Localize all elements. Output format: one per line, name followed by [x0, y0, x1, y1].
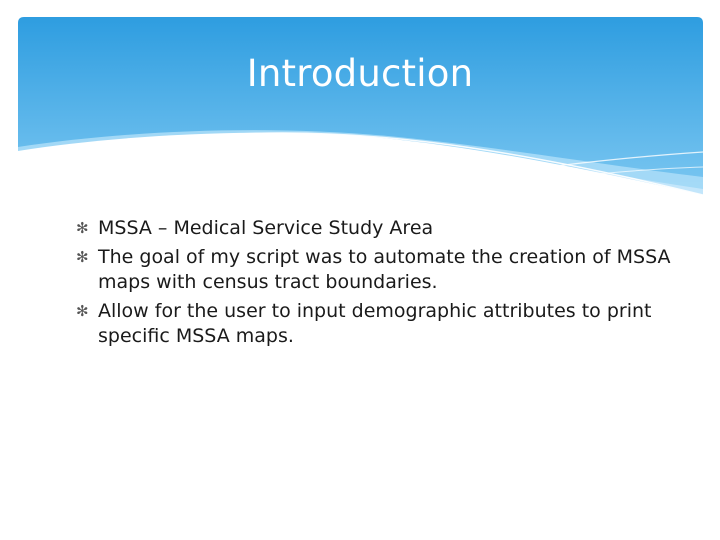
bullet-text: Allow for the user to input demographic attributes to print specific MSSA maps.	[98, 300, 652, 347]
asterisk-bullet-icon: ✻	[76, 248, 89, 266]
asterisk-bullet-icon: ✻	[76, 219, 89, 237]
asterisk-bullet-icon: ✻	[76, 302, 89, 320]
bullet-item	[76, 299, 676, 349]
title-banner	[18, 17, 703, 202]
banner-graphic	[18, 17, 703, 202]
bullet-text: MSSA – Medical Service Study Area	[98, 217, 434, 239]
bullet-item	[76, 245, 676, 295]
slide-title: Introduction	[246, 52, 474, 95]
bullet-item	[76, 216, 676, 241]
bullet-text: The goal of my script was to automate the creation of MSSA maps with census tract boundaries.	[98, 246, 671, 293]
bullet-list	[76, 216, 676, 353]
